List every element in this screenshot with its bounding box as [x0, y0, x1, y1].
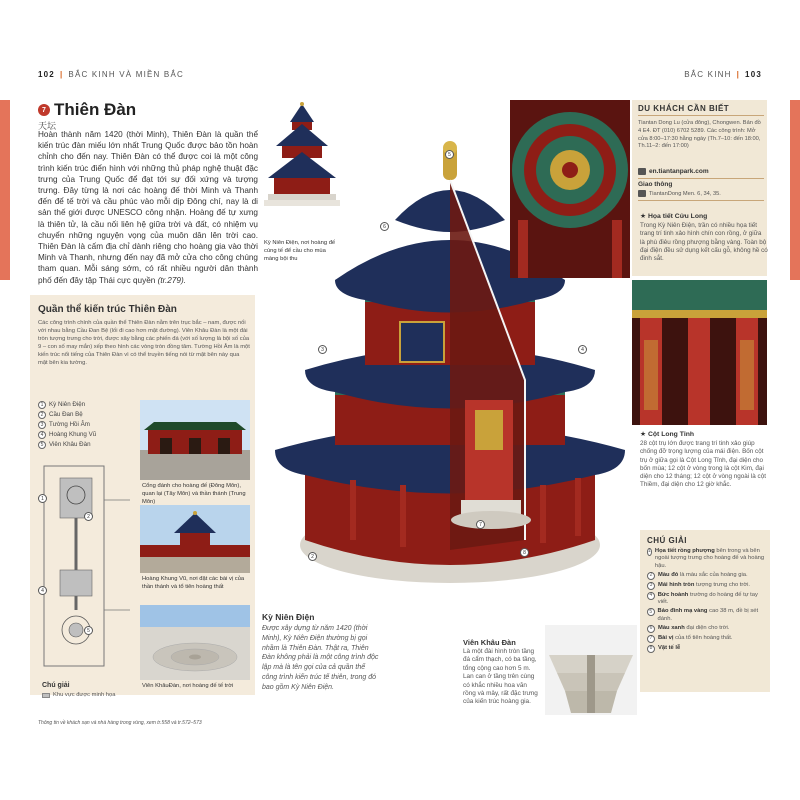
key-marker-7: 7	[476, 520, 485, 529]
transport-info: TiantanDong Men. 6, 34, 35.	[638, 190, 721, 197]
key-marker-3: 3	[318, 345, 327, 354]
key-title: CHÚ GIẢI	[647, 536, 687, 545]
vien-khau-dan-caption: Viên KhâuĐàn, nơi hoàng đế tế trời	[142, 683, 234, 689]
complex-legend-item: 2 Cầu Đan Bệ	[38, 410, 96, 420]
right-edge-tab	[790, 100, 800, 280]
cuulong-title: ★ Họa tiết Cửu Long	[640, 213, 708, 220]
key-marker-5: 5	[445, 150, 454, 159]
visitor-info-website[interactable]: en.tiantanpark.com	[638, 168, 709, 175]
site-map	[38, 460, 138, 675]
key-marker-8: 8	[520, 548, 529, 557]
visitor-info-body: Tiantan Dong Lu (cửa đông), Chongwen. Bản đồ 4 E4. ĐT (010) 6702 5289. Các công trình: Mở cửa 8:00–17:30 hằng ngày (Th.7–10: đến 18:00, Th.11–2: đến 17:00)	[638, 120, 761, 150]
left-page-number: 102	[38, 70, 55, 79]
vkd-altar-photo	[545, 625, 637, 715]
metro-icon	[638, 190, 646, 197]
footnote: Thông tin về khách sạn và nhà hàng trong vùng, xem tr.558 và tr.572–573	[38, 720, 202, 726]
map-marker-1: 1	[38, 494, 47, 503]
key-marker-4: 4	[578, 345, 587, 354]
complex-legend-list	[38, 400, 96, 450]
complex-legend-item: 4 Hoàng Khung Vũ	[38, 430, 96, 440]
transport-title: Giao thông	[638, 181, 673, 188]
key-item: 2 Màu đỏ là màu sắc của hoàng gia.	[647, 572, 765, 580]
map-legend: Khu vực được minh họa	[42, 692, 115, 698]
map-marker-4: 4	[38, 586, 47, 595]
divider	[638, 178, 764, 179]
key-item: 7 Bài vị của tổ tiên hoàng thất.	[647, 635, 765, 643]
map-legend-title: Chú giải	[42, 682, 70, 689]
key-marker-2: 2	[308, 552, 317, 561]
cotlong-title: ★ Cột Long Tỉnh	[640, 431, 695, 438]
article-number-badge: 7	[38, 104, 50, 116]
vkd-text: Là một đài hình tròn tầng đá cẩm thạch, có ba tầng, tổng cộng cao hơn 5 m. Lan can ở tầng trên cùng có khắc nhiều hoa văn rồng và mây, rất đặc trưng của kiến trúc hoàng gia.	[463, 648, 538, 706]
gate-photo-caption: Cổng đánh cho hoàng đế (Đông Môn), quan lại (Tây Môn) và thần thánh (Trung Môn)	[142, 483, 246, 505]
left-section-title: BẮC KINH VÀ MIỀN BẮC	[68, 70, 184, 79]
chinese-title: 天坛	[38, 121, 57, 131]
article-title: Thiên Đàn	[54, 100, 137, 119]
complex-sidebar-title: Quần thể kiến trúc Thiên Đàn	[38, 304, 177, 315]
web-icon	[638, 168, 646, 175]
right-section-title: BẮC KINH	[684, 70, 732, 79]
ceiling-photo	[510, 100, 630, 278]
kyn-title: Kỳ Niên Điện	[262, 612, 315, 622]
cuulong-text: Trong Kỳ Niên Điện, trần có nhiều họa tiết trang trí tinh xảo hình chín con rồng, ở giữa là phù điêu rồng phượng bằng vàng. Toàn bộ đại điện đều sử dụng kết cấu gỗ, không hề có đinh sắt.	[640, 222, 768, 263]
key-list	[647, 548, 765, 655]
complex-sidebar-desc: Các công trình chính của quần thể Thiên Đàn nằm trên trục bắc – nam, được nối với nhau bằng Cầu Đan Bệ (lối đi cao hơn mặt đường). Viên Khâu Đàn là một đài tròn tượng trưng cho trời, được xây bằng các phiến đá (với số lượng là bội số của 9 – con số may mắn) xếp theo hình các vòng tròn đồng tâm. Tường Hồi Âm là một kiến trúc nổi tiếng của Thiên Đàn vì có thể truyền tiếng nói từ mặt bên này qua mặt bên kia tường.	[38, 320, 250, 366]
intro-page-ref: (tr.279).	[157, 275, 186, 285]
left-page-header: 102 | BẮC KINH VÀ MIỀN BẮC	[38, 70, 184, 79]
key-item: 8 Vật tế lễ	[647, 645, 765, 653]
top-photo-caption: Kỳ Niên Điện, nơi hoàng đế cúng tế để cầu cho mùa màng bội thu	[264, 240, 336, 262]
visitor-info-title: DU KHÁCH CẦN BIẾT	[638, 104, 730, 113]
cotlong-text: 28 cột trụ lớn được trang trí tinh xảo giúp chống đỡ trọng lượng của mái điện. Bốn cột trụ ở giữa gọi là Cột Long Tỉnh, đại diện cho bốn mùa; 12 cột ở vòng trong là cột Kim, đại diện cho 12 tháng; 12 cột ở vòng ngoài là cột Thiềm, đại diện cho 12 giờ khắc.	[640, 440, 766, 489]
intro-paragraph: Hoàn thành năm 1420 (thời Minh), Thiên Đàn là quần thể kiến trúc đàn miếu lớn nhất Trung Quốc được bảo tồn hoàn chỉnh cho đến nay. Thiên Đàn có thể được coi là một công trình kiến trúc điển hình với những thủ pháp nghệ thuật đặc trưng của Trung Quốc để đạt tới sự đối xứng và tượng trưng. Đây từng là nơi các hoàng đế thời Minh và Thanh đến để tế trời và cầu phúc vào mỗi dịp Đông chí, nay là di sản thế giới được UNESCO công nhận. Hoàng đế tự xưng là thiên tử, là cầu nối liên hệ giữa trời và đất, có nhiệm vụ chuyển những nguyện vọng của muôn dân lên trời cao. Thiên Đàn là cấm địa chỉ dành riêng cho hoàng gia vào thời Minh và Thanh, nhưng đến nay đã mở cửa cho công chúng tham quan. Mỗi sáng sớm, có rất nhiều người dân thành phố đến đây tập Thái cực quyền (tr.279).	[38, 130, 258, 285]
key-item: 1 Họa tiết rồng phượng bên trong và bên ngoài tượng trưng cho hoàng đế và hoàng hậu.	[648, 548, 765, 569]
kyn-text: Được xây dựng từ năm 1420 (thời Minh), Kỳ Niên Điện thường bị gọi nhầm là Thiên Đàn. Thật ra, Thiên Đàn không phải là một công trình độc lập mà là tên gọi của cả quần thể công trình kiến trúc tế thiên, trong đó bao gồm Kỳ Niên Điện.	[262, 625, 379, 691]
key-marker-6: 6	[380, 222, 389, 231]
complex-legend-item: 5 Viên Khâu Đàn	[38, 440, 96, 450]
columns-photo	[632, 280, 767, 425]
key-item: 5 Bảo đỉnh mạ vàng cao 38 m, đề bị sét đánh.	[647, 608, 765, 623]
map-legend-swatch	[42, 693, 50, 698]
left-edge-tab	[0, 100, 10, 280]
right-page-number: 103	[745, 70, 762, 79]
gate-photo	[140, 400, 250, 480]
divider	[638, 200, 764, 201]
right-page-header: BẮC KINH | 103	[684, 70, 762, 79]
vkd-title: Viên Khâu Đàn	[463, 638, 516, 647]
divider	[638, 115, 764, 116]
hoang-khung-vu-photo	[140, 505, 250, 573]
hoang-khung-vu-caption: Hoàng Khung Vũ, nơi đặt các bài vị của thần thánh và tổ tiên hoàng thất	[142, 576, 245, 590]
article-heading	[38, 100, 136, 120]
map-marker-2: 2	[84, 512, 93, 521]
map-marker-5: 5	[84, 626, 93, 635]
complex-legend-item: 1 Kỳ Niên Điện	[38, 400, 96, 410]
key-item: 3 Mái hình tròn tượng trưng cho trời.	[647, 582, 765, 590]
vien-khau-dan-photo	[140, 605, 250, 680]
key-item: 6 Màu xanh đại diện cho trời.	[647, 625, 765, 633]
key-item: 4 Bức hoành trường do hoàng đế tự tay viết.	[647, 592, 765, 607]
complex-legend-item: 3 Tường Hồi Âm	[38, 420, 96, 430]
